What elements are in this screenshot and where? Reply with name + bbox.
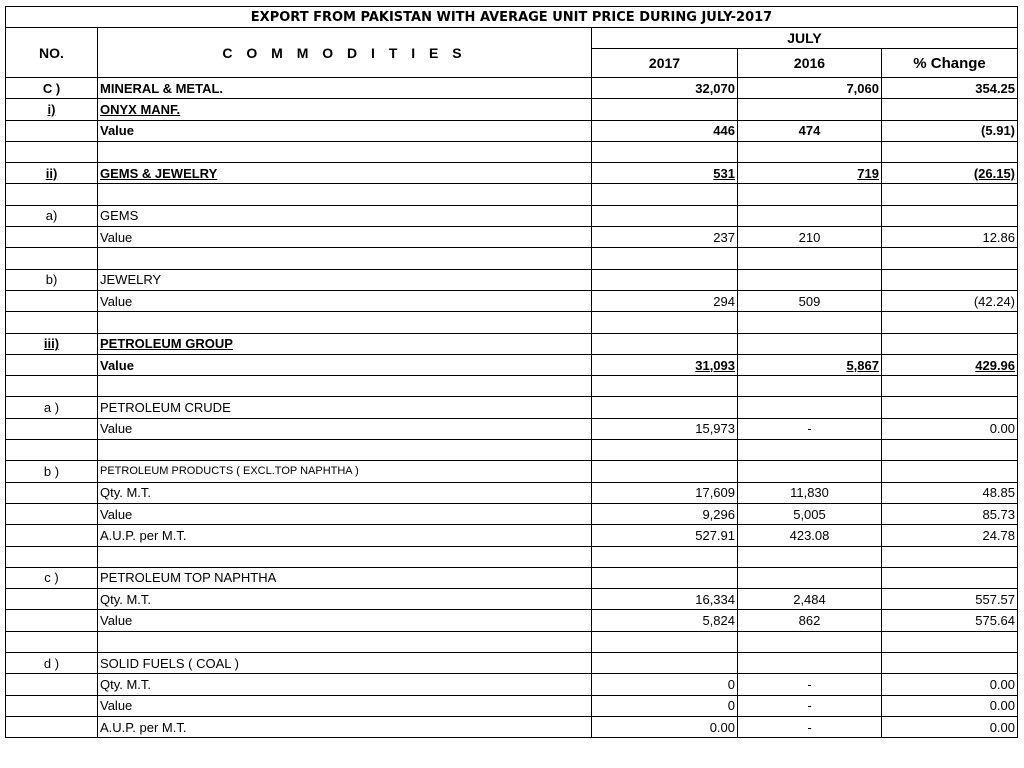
table-row (6, 290, 1018, 311)
row-percent-change: (26.15) (973, 165, 1016, 181)
row-value-2017: 32,070 (695, 80, 735, 96)
table-row (6, 120, 1018, 141)
row-value-2017: 5,824 (702, 613, 735, 629)
header-year-2017: 2017 (592, 49, 738, 78)
row-value-2017: 527.91 (695, 527, 735, 543)
row-commodity: Qty. M.T. (100, 591, 152, 607)
table-row (6, 631, 1018, 652)
row-commodity: SOLID FUELS ( COAL ) (100, 655, 239, 671)
row-value-2016: 5,867 (846, 357, 879, 373)
table-row (6, 333, 1018, 354)
row-commodity: PETROLEUM TOP NAPHTHA (100, 570, 277, 586)
row-percent-change: (42.24) (973, 293, 1016, 309)
row-commodity: GEMS & JEWELRY (100, 165, 218, 181)
table-row (6, 567, 1018, 588)
row-value-2016: - (807, 676, 812, 692)
table-row (6, 99, 1018, 120)
header-commodities: C O M M O D I T I E S (98, 28, 592, 78)
row-value-2017: 31,093 (695, 357, 735, 373)
table-row (6, 440, 1018, 461)
row-commodity: PETROLEUM PRODUCTS ( EXCL.TOP NAPHTHA ) (100, 464, 359, 477)
table-title: EXPORT FROM PAKISTAN WITH AVERAGE UNIT PRICE DURING JULY-2017 (6, 7, 1018, 28)
table-row (6, 674, 1018, 695)
row-commodity: Value (100, 229, 133, 245)
table-row (6, 461, 1018, 482)
row-commodity: Qty. M.T. (100, 676, 152, 692)
row-value-2016: 11,830 (790, 485, 829, 501)
row-value-2016: - (807, 719, 812, 735)
row-value-2017: 294 (713, 293, 735, 309)
table-row (6, 141, 1018, 162)
row-value-2016: 719 (857, 165, 879, 181)
row-number: a ) (43, 400, 60, 416)
table-row (6, 397, 1018, 418)
row-commodity: Value (100, 698, 133, 714)
row-percent-change: 24.78 (982, 527, 1016, 543)
row-commodity: MINERAL & METAL. (100, 80, 224, 96)
table-row (6, 205, 1018, 226)
table-row (6, 376, 1018, 397)
row-percent-change: 0.00 (989, 698, 1016, 714)
row-value-2016: 210 (798, 229, 821, 245)
row-commodity: Value (100, 293, 133, 309)
row-commodity: Value (100, 421, 133, 437)
row-value-2017: 15,973 (695, 421, 735, 437)
row-commodity: Value (100, 506, 133, 522)
row-number: b) (45, 272, 58, 288)
row-percent-change: 12.86 (982, 229, 1016, 245)
row-number: a) (45, 208, 58, 224)
row-number: b ) (43, 463, 60, 479)
header-percent-change: % Change (882, 49, 1018, 78)
row-percent-change: 0.00 (989, 676, 1016, 692)
row-number: ii) (45, 165, 58, 181)
row-commodity: GEMS (100, 208, 139, 224)
row-percent-change: (5.91) (981, 123, 1016, 139)
row-value-2016: 7,060 (846, 80, 879, 96)
row-value-2016: 474 (798, 123, 821, 139)
table-row (6, 546, 1018, 567)
row-number: iii) (43, 336, 60, 352)
table-row (6, 653, 1018, 674)
row-value-2017: 17,609 (695, 485, 735, 501)
row-percent-change: 0.00 (989, 719, 1016, 735)
row-value-2017: 16,334 (695, 591, 735, 607)
table-row (6, 312, 1018, 333)
row-number: i) (47, 101, 56, 117)
row-value-2016: 423.08 (789, 527, 830, 543)
row-value-2016: 862 (798, 613, 821, 629)
row-value-2017: 531 (713, 165, 735, 181)
table-row (6, 716, 1018, 737)
row-commodity: A.U.P. per M.T. (100, 719, 187, 735)
row-commodity: Value (100, 357, 134, 373)
table-row (6, 78, 1018, 99)
export-table (5, 6, 1018, 738)
row-value-2017: 446 (713, 123, 735, 139)
header-no: NO. (6, 28, 98, 78)
row-commodity: PETROLEUM GROUP (100, 336, 233, 352)
row-number: C ) (42, 80, 61, 96)
table-row (6, 418, 1018, 439)
row-number: d ) (43, 655, 60, 671)
header-period: JULY (592, 28, 1018, 49)
row-percent-change: 557.57 (975, 591, 1016, 607)
row-value-2017: 0 (727, 676, 735, 692)
table-row (6, 354, 1018, 375)
row-commodity: Qty. M.T. (100, 485, 152, 501)
row-commodity: ONYX MANF. (100, 101, 181, 117)
row-value-2017: 0 (727, 698, 735, 714)
row-percent-change: 48.85 (982, 485, 1016, 501)
table-row (6, 248, 1018, 269)
row-value-2017: 9,296 (702, 506, 735, 522)
row-percent-change: 429.96 (975, 357, 1016, 373)
table-row (6, 695, 1018, 716)
table-row (6, 589, 1018, 610)
row-commodity: Value (100, 123, 134, 139)
row-percent-change: 575.64 (975, 613, 1016, 629)
table-row (6, 525, 1018, 546)
table-row (6, 184, 1018, 205)
row-value-2017: 0.00 (709, 719, 735, 735)
table-row (6, 503, 1018, 524)
table-row (6, 163, 1018, 184)
row-number: c ) (44, 570, 59, 586)
row-value-2016: 509 (798, 293, 821, 309)
row-commodity: JEWELRY (100, 272, 162, 288)
row-percent-change: 85.73 (982, 506, 1016, 522)
row-value-2016: - (807, 698, 812, 714)
table-row (6, 269, 1018, 290)
row-commodity: A.U.P. per M.T. (100, 527, 187, 543)
row-value-2016: 2,484 (793, 591, 826, 607)
table-row (6, 610, 1018, 631)
table-row (6, 227, 1018, 248)
row-commodity: PETROLEUM CRUDE (100, 400, 231, 416)
row-percent-change: 0.00 (989, 421, 1016, 437)
row-percent-change: 354.25 (975, 80, 1016, 96)
export-table-sheet (5, 6, 1017, 738)
row-commodity: Value (100, 613, 133, 629)
row-value-2016: 5,005 (793, 506, 826, 522)
row-value-2016: - (807, 421, 812, 437)
row-value-2017: 237 (713, 229, 735, 245)
table-row (6, 482, 1018, 503)
header-year-2016: 2016 (738, 49, 882, 78)
